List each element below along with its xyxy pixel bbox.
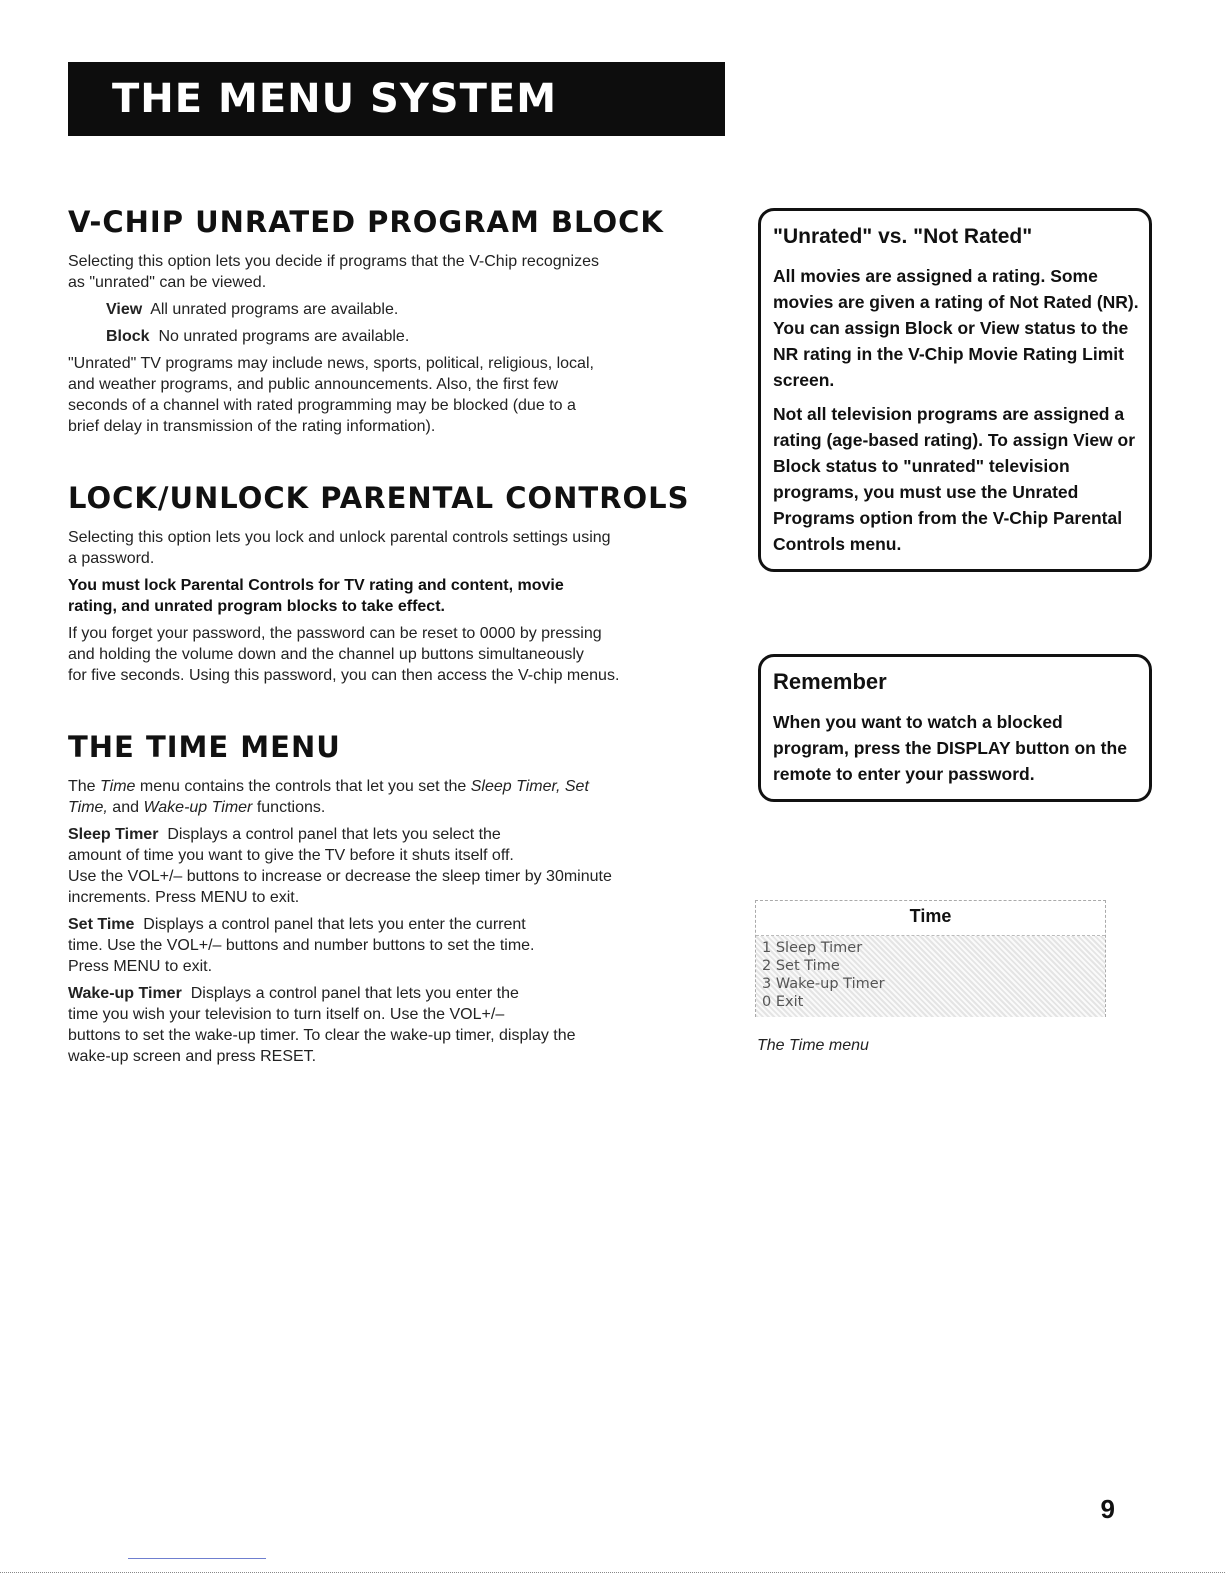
sidebar-unrated-vs-not-rated [758, 208, 1152, 572]
vchip-view-option [68, 299, 728, 320]
lock-reset-line-3: for five seconds. Using this password, you can then access the V-chip menus. [68, 667, 620, 684]
time-section [68, 776, 728, 1067]
time-menu-caption: The Time menu [757, 1037, 869, 1054]
set-time-line-2: time. Use the VOL+/– buttons and number buttons to set the time. [68, 937, 535, 954]
page-number: 9 [1100, 1494, 1115, 1524]
vchip-heading: V-CHIP UNRATED PROGRAM BLOCK [68, 205, 664, 239]
time-intro-b: menu contains the controls that let you set the [135, 778, 471, 795]
time-menu-item-exit[interactable]: 0 Exit [762, 994, 804, 1010]
time-intro-time: Time [100, 778, 136, 795]
main-column [68, 205, 728, 1067]
time-intro-line-1 [68, 776, 728, 797]
lock-intro-line-1: Selecting this option lets you lock and unlock parental controls settings using [68, 529, 611, 546]
set-time-line-1 [68, 914, 728, 935]
set-desc-1: Displays a control panel that lets you enter the current [143, 916, 526, 933]
sleep-desc-1: Displays a control panel that lets you select the [167, 826, 501, 843]
sidebar-remember-para: When you want to watch a blocked program, press the DISPLAY button on the remote to enter your password. [773, 712, 1127, 784]
time-menu-item-wake-up-timer[interactable]: 3 Wake-up Timer [762, 976, 885, 992]
time-intro-wake: Wake-up Timer [143, 799, 253, 816]
vchip-block-option [68, 326, 728, 347]
wake-timer-line-2: time you wish your television to turn itself on. Use the VOL+/– [68, 1006, 505, 1023]
time-intro-d: functions. [252, 799, 326, 816]
lock-reset-line-1: If you forget your password, the password can be reset to 0000 by pressing [68, 625, 602, 642]
time-menu-item-sleep-timer[interactable]: 1 Sleep Timer [762, 940, 863, 956]
view-term: View [106, 301, 143, 318]
wake-desc-1: Displays a control panel that lets you enter the [190, 985, 519, 1002]
vchip-note-line-2: and weather programs, and public announcements. Also, the first few [68, 376, 559, 393]
sidebar-remember-title: Remember [773, 669, 887, 694]
set-time-line-3: Press MENU to exit. [68, 958, 213, 975]
sidebar-rated-para-2: Not all television programs are assigned a rating (age-based rating). To assign View or Block status to "unrated" television programs, you must use the Unrated Programs option from the V-Chip Parental Controls menu. [773, 404, 1136, 554]
wake-timer-line-3: buttons to set the wake-up timer. To clear the wake-up timer, display the [68, 1027, 576, 1044]
sidebar-remember [758, 654, 1152, 802]
lock-reset-line-2: and holding the volume down and the channel up buttons simultaneously [68, 646, 584, 663]
wake-timer-line-1 [68, 983, 728, 1004]
vchip-note-line-1: "Unrated" TV programs may include news, sports, political, religious, local, [68, 355, 594, 372]
sleep-timer-line-1 [68, 824, 728, 845]
vchip-note-line-3: seconds of a channel with rated programming may be blocked (due to a [68, 397, 576, 414]
banner-title: THE MENU SYSTEM [112, 76, 558, 122]
time-intro-a: The [68, 778, 101, 795]
time-intro-c: and [107, 799, 144, 816]
lock-heading: LOCK/UNLOCK PARENTAL CONTROLS [68, 481, 690, 515]
set-term: Set Time [68, 916, 135, 933]
lock-warning-line-1: You must lock Parental Controls for TV rating and content, movie [68, 577, 564, 594]
vchip-intro-line-2: as "unrated" can be viewed. [68, 274, 267, 291]
sidebar-rated-para-1: All movies are assigned a rating. Some movies are given a rating of Not Rated (NR). You can assign Block or View status to the NR rating in the V-Chip Movie Rating Limit screen. [773, 266, 1139, 390]
time-menu-list [756, 936, 1105, 1017]
block-desc: No unrated programs are available. [158, 328, 410, 345]
time-intro-line-2 [68, 797, 728, 818]
wake-term: Wake-up Timer [68, 985, 182, 1002]
lock-warning-line-2: rating, and unrated program blocks to take effect. [68, 598, 445, 615]
page-banner [68, 62, 725, 136]
time-menu-screenshot [755, 900, 1106, 1017]
sleep-timer-line-2: amount of time you want to give the TV before it shuts itself off. [68, 847, 514, 864]
footer-link-underline [128, 1558, 266, 1559]
lock-intro-line-2: a password. [68, 550, 155, 567]
vchip-intro-line-1: Selecting this option lets you decide if programs that the V-Chip recognizes [68, 253, 599, 270]
view-desc: All unrated programs are available. [150, 301, 399, 318]
footer-divider [0, 1572, 1225, 1573]
time-intro-settime: Time, [68, 799, 108, 816]
sleep-term: Sleep Timer [68, 826, 159, 843]
time-menu-item-set-time[interactable]: 2 Set Time [762, 958, 840, 974]
lock-section [68, 527, 728, 686]
sleep-timer-line-3: Use the VOL+/– buttons to increase or decrease the sleep timer by 30minute [68, 868, 612, 885]
sleep-timer-line-4: increments. Press MENU to exit. [68, 889, 300, 906]
time-menu-title: Time [756, 901, 1105, 936]
time-intro-sleep: Sleep Timer, Set [470, 778, 589, 795]
vchip-section [68, 251, 728, 437]
block-term: Block [106, 328, 150, 345]
sidebar-rated-title: "Unrated" vs. "Not Rated" [773, 225, 1033, 248]
wake-timer-line-4: wake-up screen and press RESET. [68, 1048, 317, 1065]
time-heading: THE TIME MENU [68, 730, 341, 764]
vchip-note-line-4: brief delay in transmission of the rating information). [68, 418, 436, 435]
